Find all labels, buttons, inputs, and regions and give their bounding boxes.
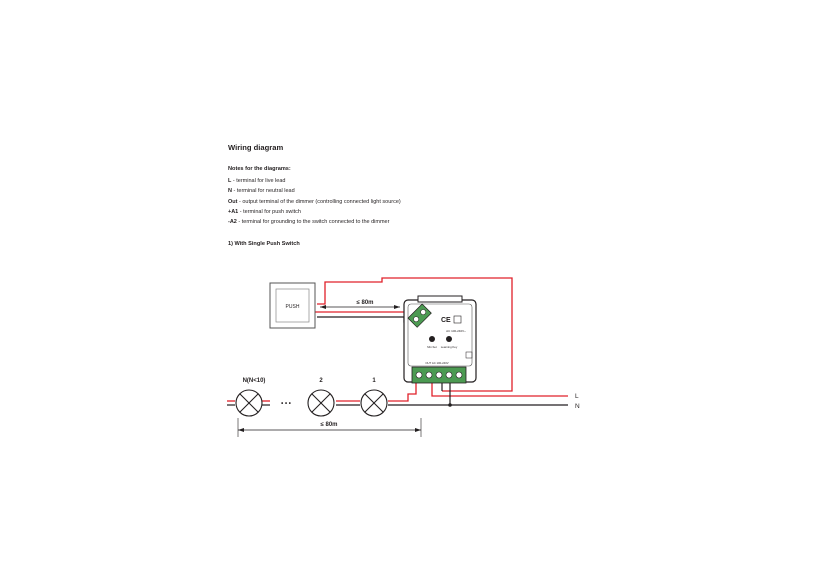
device-rating: AC 100-240V~ xyxy=(446,329,466,333)
note-term: L xyxy=(228,178,232,184)
terminal-screw-icon xyxy=(416,372,422,378)
arrow-right-icon xyxy=(394,305,400,309)
note-desc: - terminal for push switch xyxy=(238,208,301,215)
live-line-wire xyxy=(432,383,568,396)
learning-key-icon xyxy=(446,336,452,342)
switch-distance-label: ≤ 80m xyxy=(356,300,374,306)
arrow-right-icon xyxy=(415,428,421,432)
arrow-left-icon xyxy=(320,305,326,309)
lamp-n-label: N(N<10) xyxy=(242,378,266,384)
note-desc: - terminal for grounding to the switch connected to the dimmer xyxy=(236,219,390,226)
lamp-distance-dimension xyxy=(238,418,421,437)
terminal-screw-icon xyxy=(426,372,432,378)
line-l-label: L xyxy=(575,393,579,400)
learning-key-label: Learning Key xyxy=(440,345,458,349)
push-switch-label: PUSH xyxy=(285,304,300,310)
ce-mark: CE xyxy=(441,317,451,324)
note-term: +A1 xyxy=(228,208,239,215)
min-set-label: Min.Set xyxy=(427,345,437,349)
lamp-distance-label: ≤ 80m xyxy=(320,422,338,428)
arrow-left-icon xyxy=(238,428,244,432)
notes-title: Notes for the diagrams: xyxy=(228,166,291,172)
note-term: N xyxy=(228,188,232,195)
note-desc: - terminal for neutral lead xyxy=(231,188,295,195)
lamp-1-label: 1 xyxy=(372,378,376,384)
lamp-1-icon xyxy=(361,390,387,416)
dimmer-device xyxy=(404,296,476,383)
terminal-labels: OUT AC 100-240V xyxy=(425,361,449,365)
min-set-knob-icon xyxy=(429,336,435,342)
switch-wire-black xyxy=(317,317,413,322)
switch-distance-dimension xyxy=(320,300,400,309)
terminal-screw-icon xyxy=(456,372,462,378)
lamp-2-icon xyxy=(308,390,334,416)
neutral-wires xyxy=(227,317,568,405)
lamp-n-icon xyxy=(236,390,262,416)
device-top-tab xyxy=(418,296,462,302)
note-desc: - output terminal of the dimmer (controlling connected light source) xyxy=(237,198,401,205)
junction-dot xyxy=(448,403,452,407)
note-term: -A2 xyxy=(228,219,237,226)
lamp-ellipsis: • • • xyxy=(281,401,291,407)
note-term: Out xyxy=(228,198,238,205)
terminal-screw-icon xyxy=(436,372,442,378)
out-wire xyxy=(388,383,416,401)
page-heading: Wiring diagram xyxy=(228,143,284,152)
section-title: 1) With Single Push Switch xyxy=(228,241,300,247)
terminal-screw-icon xyxy=(446,372,452,378)
line-n-label: N xyxy=(575,403,580,410)
note-desc: - terminal for live lead xyxy=(231,178,286,184)
lamps xyxy=(236,390,387,416)
lamp-2-label: 2 xyxy=(319,378,323,384)
